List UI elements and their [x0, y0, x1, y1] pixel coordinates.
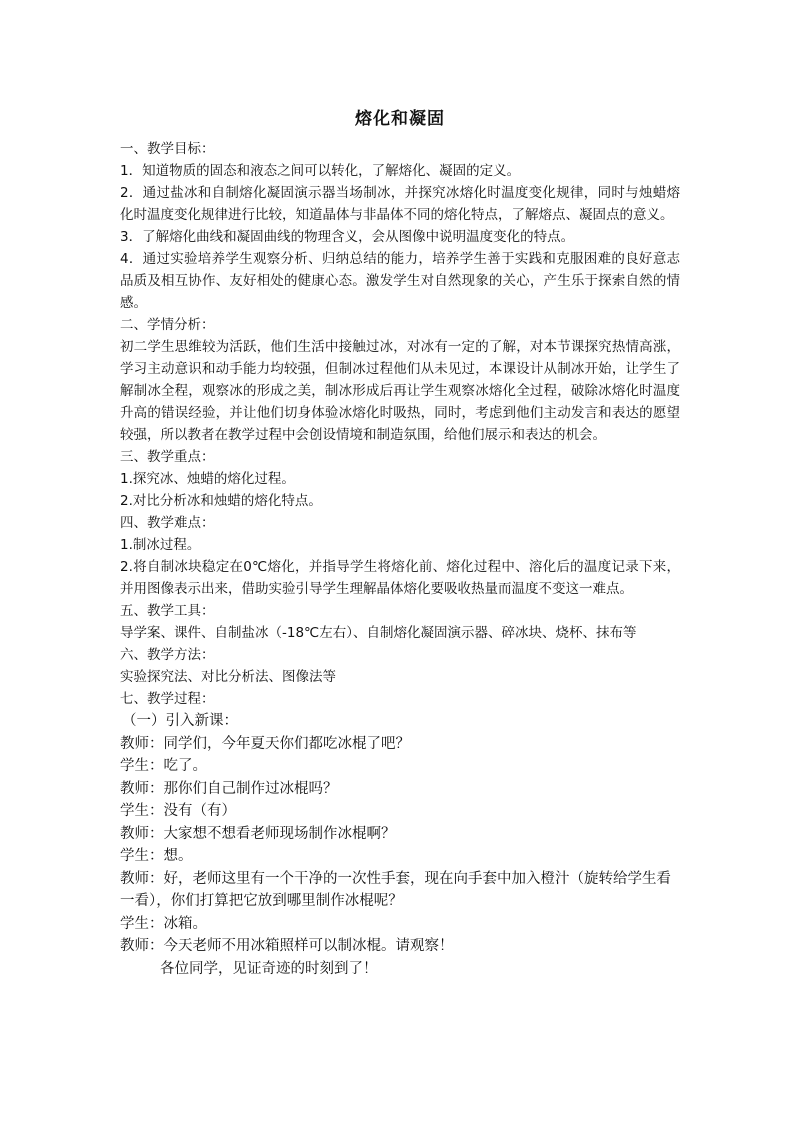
goal-item: 2．通过盐冰和自制熔化凝固演示器当场制冰，并探究冰熔化时温度变化规律，同时与烛蜡熔化时温度变化规律进行比较，知道晶体与非晶体不同的熔化特点，了解熔点、凝固点的意义。: [120, 185, 680, 223]
key-point-item: 2.对比分析冰和烛蜡的熔化特点。: [120, 493, 322, 509]
analysis-paragraph: 初二学生思维较为活跃，他们生活中接触过冰，对冰有一定的了解，对本节课探究热情高涨，学习主动意识和动手能力均较强，但制冰过程他们从未见过，本课设计从制冰开始，让学生了解制冰全程，观察冰的形成之美，制冰形成后再让学生观察冰熔化全过程，破除冰熔化时温度升高的错误经验，并让他们切身体验冰熔化时吸热，同时，考虑到他们主动发言和表达的愿望较强，所以教者在教学过程中会创设情境和制造氛围，给他们展示和表达的机会。: [120, 339, 680, 443]
section-heading-goals: 一、教学目标：: [120, 141, 215, 157]
dialog-line: 学生：吃了。: [120, 758, 207, 774]
closing-line: 各位同学，见证奇迹的时刻到了！: [160, 960, 378, 977]
dialog-line: 学生：没有（有）: [120, 803, 236, 819]
section-heading-tools: 五、教学工具：: [120, 603, 215, 619]
dialog-line: 教师：好，老师这里有一个干净的一次性手套，现在向手套中加入橙汁（旋转给学生看一看），你们打算把它放到哪里制作冰棍呢？: [120, 870, 671, 909]
section-heading-analysis: 二、学情分析：: [120, 317, 215, 333]
tools-paragraph: 导学案、课件、自制盐冰（-18℃左右）、自制熔化凝固演示器、碎冰块、烧杯、抹布等: [120, 625, 637, 641]
document-title: 熔化和凝固: [355, 109, 445, 129]
dialog-line: 教师：那你们自己制作过冰棍吗？: [120, 780, 338, 797]
section-heading-process: 七、教学过程：: [120, 691, 215, 707]
dialog-line: 教师：同学们，今年夏天你们都吃冰棍了吧？: [120, 735, 410, 752]
difficulty-item: 1.制冰过程。: [120, 537, 201, 553]
process-subheading: （一）引入新课：: [122, 713, 238, 729]
goal-item: 4．通过实验培养学生观察分析、归纳总结的能力，培养学生善于实践和克服困难的良好意志品质及相互协作、友好相处的健康心态。激发学生对自然现象的关心，产生乐于探索自然的情感。: [120, 251, 680, 311]
document-page: [120, 104, 680, 980]
goal-item: 3．了解熔化曲线和凝固曲线的物理含义，会从图像中说明温度变化的特点。: [120, 229, 575, 245]
goal-item: 1．知道物质的固态和液态之间可以转化，了解熔化、凝固的定义。: [120, 163, 521, 179]
difficulty-item: 2.将自制冰块稳定在0℃熔化，并指导学生将熔化前、熔化过程中、溶化后的温度记录下来，并用图像表示出来，借助实验引导学生理解晶体熔化要吸收热量而温度不变这一难点。: [120, 559, 680, 597]
section-heading-methods: 六、教学方法：: [120, 647, 215, 663]
dialog-line: 学生：冰箱。: [120, 915, 207, 932]
section-heading-difficulties: 四、教学难点：: [120, 515, 215, 531]
methods-paragraph: 实验探究法、对比分析法、图像法等: [120, 669, 336, 685]
dialog-line: 学生：想。: [120, 848, 193, 864]
dialog-line: 教师：大家想不想看老师现场制作冰棍啊？: [120, 825, 396, 842]
dialog-line: 教师：今天老师不用冰箱照样可以制冰棍。请观察！: [120, 938, 454, 954]
section-heading-key-points: 三、教学重点：: [120, 449, 215, 465]
key-point-item: 1.探究冰、烛蜡的熔化过程。: [120, 471, 295, 487]
